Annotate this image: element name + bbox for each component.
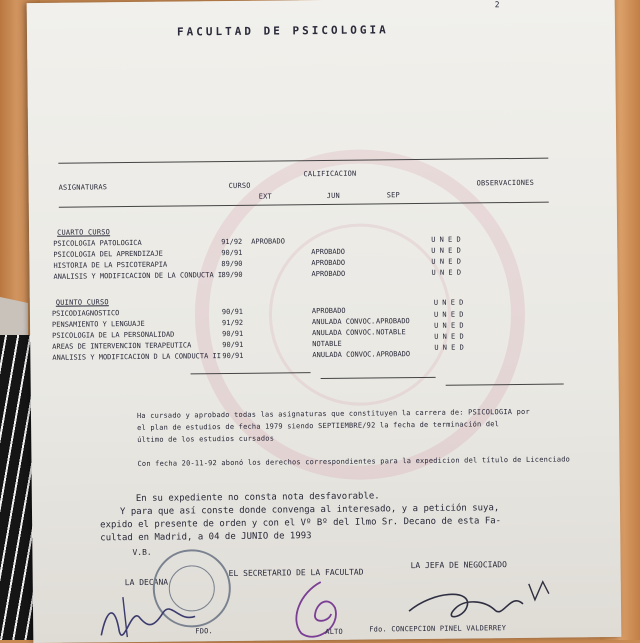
subject-name: HISTORIA DE LA PSICOTERAPIA: [53, 260, 168, 270]
fdo-mid: ALTO: [325, 627, 343, 637]
course-year: 91/92: [221, 318, 244, 328]
certification-line-3: expido el presente de orden y con el Vº Bº del Ilmo Sr. Decano de esta Fa-: [100, 516, 502, 531]
grade-jun: ANULADA CONVOC.: [312, 350, 376, 360]
seal-watermark: [193, 148, 526, 481]
subject-name: ANALISIS Y MODIFICACION DE LA CONDUCTA I: [53, 271, 223, 281]
fdo-concepcion: Fdo. CONCEPCION PINEL VALDERREY: [369, 624, 507, 634]
section-heading-cuarto: CUARTO CURSO: [57, 228, 111, 237]
subject-name: ANALISIS Y MODIFICACION D LA CONDUCTA II: [52, 352, 221, 362]
observation: U N E D: [433, 310, 464, 319]
subject-name: AREAS DE INTERVENCION TERAPEUTICA: [52, 341, 192, 351]
course-year: 89/90: [221, 259, 243, 269]
grade-ext: APROBADO: [251, 237, 285, 246]
subject-name: PSICOLOGIA DEL APRENDIZAJE: [53, 249, 163, 259]
header-ext: EXT: [258, 192, 272, 201]
grade-sep: APROBADO: [375, 317, 410, 326]
observation: U N E D: [431, 246, 461, 255]
page-number: 2: [494, 0, 500, 10]
statement-line-3: último de los estudios cursados: [137, 434, 275, 444]
course-year: 90/91: [222, 351, 244, 361]
decana-signature: [93, 586, 204, 642]
certification-line-4: cultad en Madrid, a 04 de JUNIO de 1993: [100, 531, 312, 544]
course-year: 90/91: [221, 307, 244, 317]
subject-name: PSICODIAGNOSTICO: [51, 309, 120, 318]
grade-jun: APROBADO: [311, 258, 346, 268]
header-calificacion: CALIFICACION: [303, 169, 357, 179]
section-heading-quinto: QUINTO CURSO: [55, 298, 109, 307]
grade-jun: APROBADO: [311, 269, 346, 279]
vb-label: V.B.: [132, 547, 152, 558]
certification-line-2: Y para que así conste donde convenga al interesado, y a petición suya,: [119, 503, 500, 518]
course-year: 89/90: [221, 270, 243, 280]
secretario-signature: [271, 578, 372, 641]
course-year: 90/91: [221, 248, 243, 258]
header-jun: JUN: [326, 191, 340, 200]
jefa-label: LA JEFA DE NEGOCIADO: [410, 560, 507, 571]
observation: U N E D: [434, 321, 464, 330]
fdo-left: FDO.: [195, 627, 213, 636]
fee-statement: Con fecha 20-11-92 abonó los derechos correspondientes para la expedicion del título de Licenciado: [137, 455, 571, 468]
subject-name: PSICOLOGIA DE LA PERSONALIDAD: [52, 330, 175, 340]
grade-jun: ANULADA CONVOC.: [312, 328, 376, 338]
statement-line-2: el plan de estudios de fecha 1979 siendo SEPTIEMBRE/92 la fecha de terminación del: [137, 420, 500, 432]
header-observaciones: OBSERVACIONES: [476, 178, 535, 188]
grade-jun: APROBADO: [311, 247, 346, 257]
course-year: 91/92: [221, 237, 243, 247]
course-year: 90/91: [222, 329, 244, 339]
observation: U N E D: [434, 343, 464, 352]
grade-sep: NOTABLE: [376, 328, 406, 337]
header-curso: CURSO: [228, 181, 251, 190]
subject-name: PENSAMIENTO Y LENGUAJE: [51, 319, 145, 329]
certificate-paper: [27, 0, 622, 643]
observation: U N E D: [431, 235, 461, 244]
grade-jun: APROBADO: [311, 306, 346, 316]
subject-name: PSICOLOGIA PATOLOGICA: [53, 238, 142, 248]
course-year: 90/91: [222, 340, 244, 350]
decana-label: LA DECANA: [124, 577, 169, 588]
observation: U N E D: [431, 268, 462, 277]
statement-line-1: Ha cursado y aprobado todas las asignaturas que constituyen la carrera de: PSICOLOGIA por: [136, 407, 530, 420]
header-sep: SEP: [386, 191, 400, 200]
document-title: FACULTAD DE PSICOLOGIA: [176, 23, 389, 39]
observation: U N E D: [433, 298, 464, 307]
secretario-label: EL SECRETARIO DE LA FACULTAD: [228, 567, 364, 579]
observation: U N E D: [431, 257, 461, 266]
certification-line-1: En su expediente no consta nota desfavorable.: [135, 491, 380, 504]
observation: U N E D: [434, 332, 464, 341]
grade-jun: ANULADA CONVOC.: [311, 317, 376, 327]
grade-sep: APROBADO: [376, 350, 411, 359]
grade-jun: NOTABLE: [312, 339, 342, 349]
header-asignaturas: ASIGNATURAS: [58, 183, 108, 192]
